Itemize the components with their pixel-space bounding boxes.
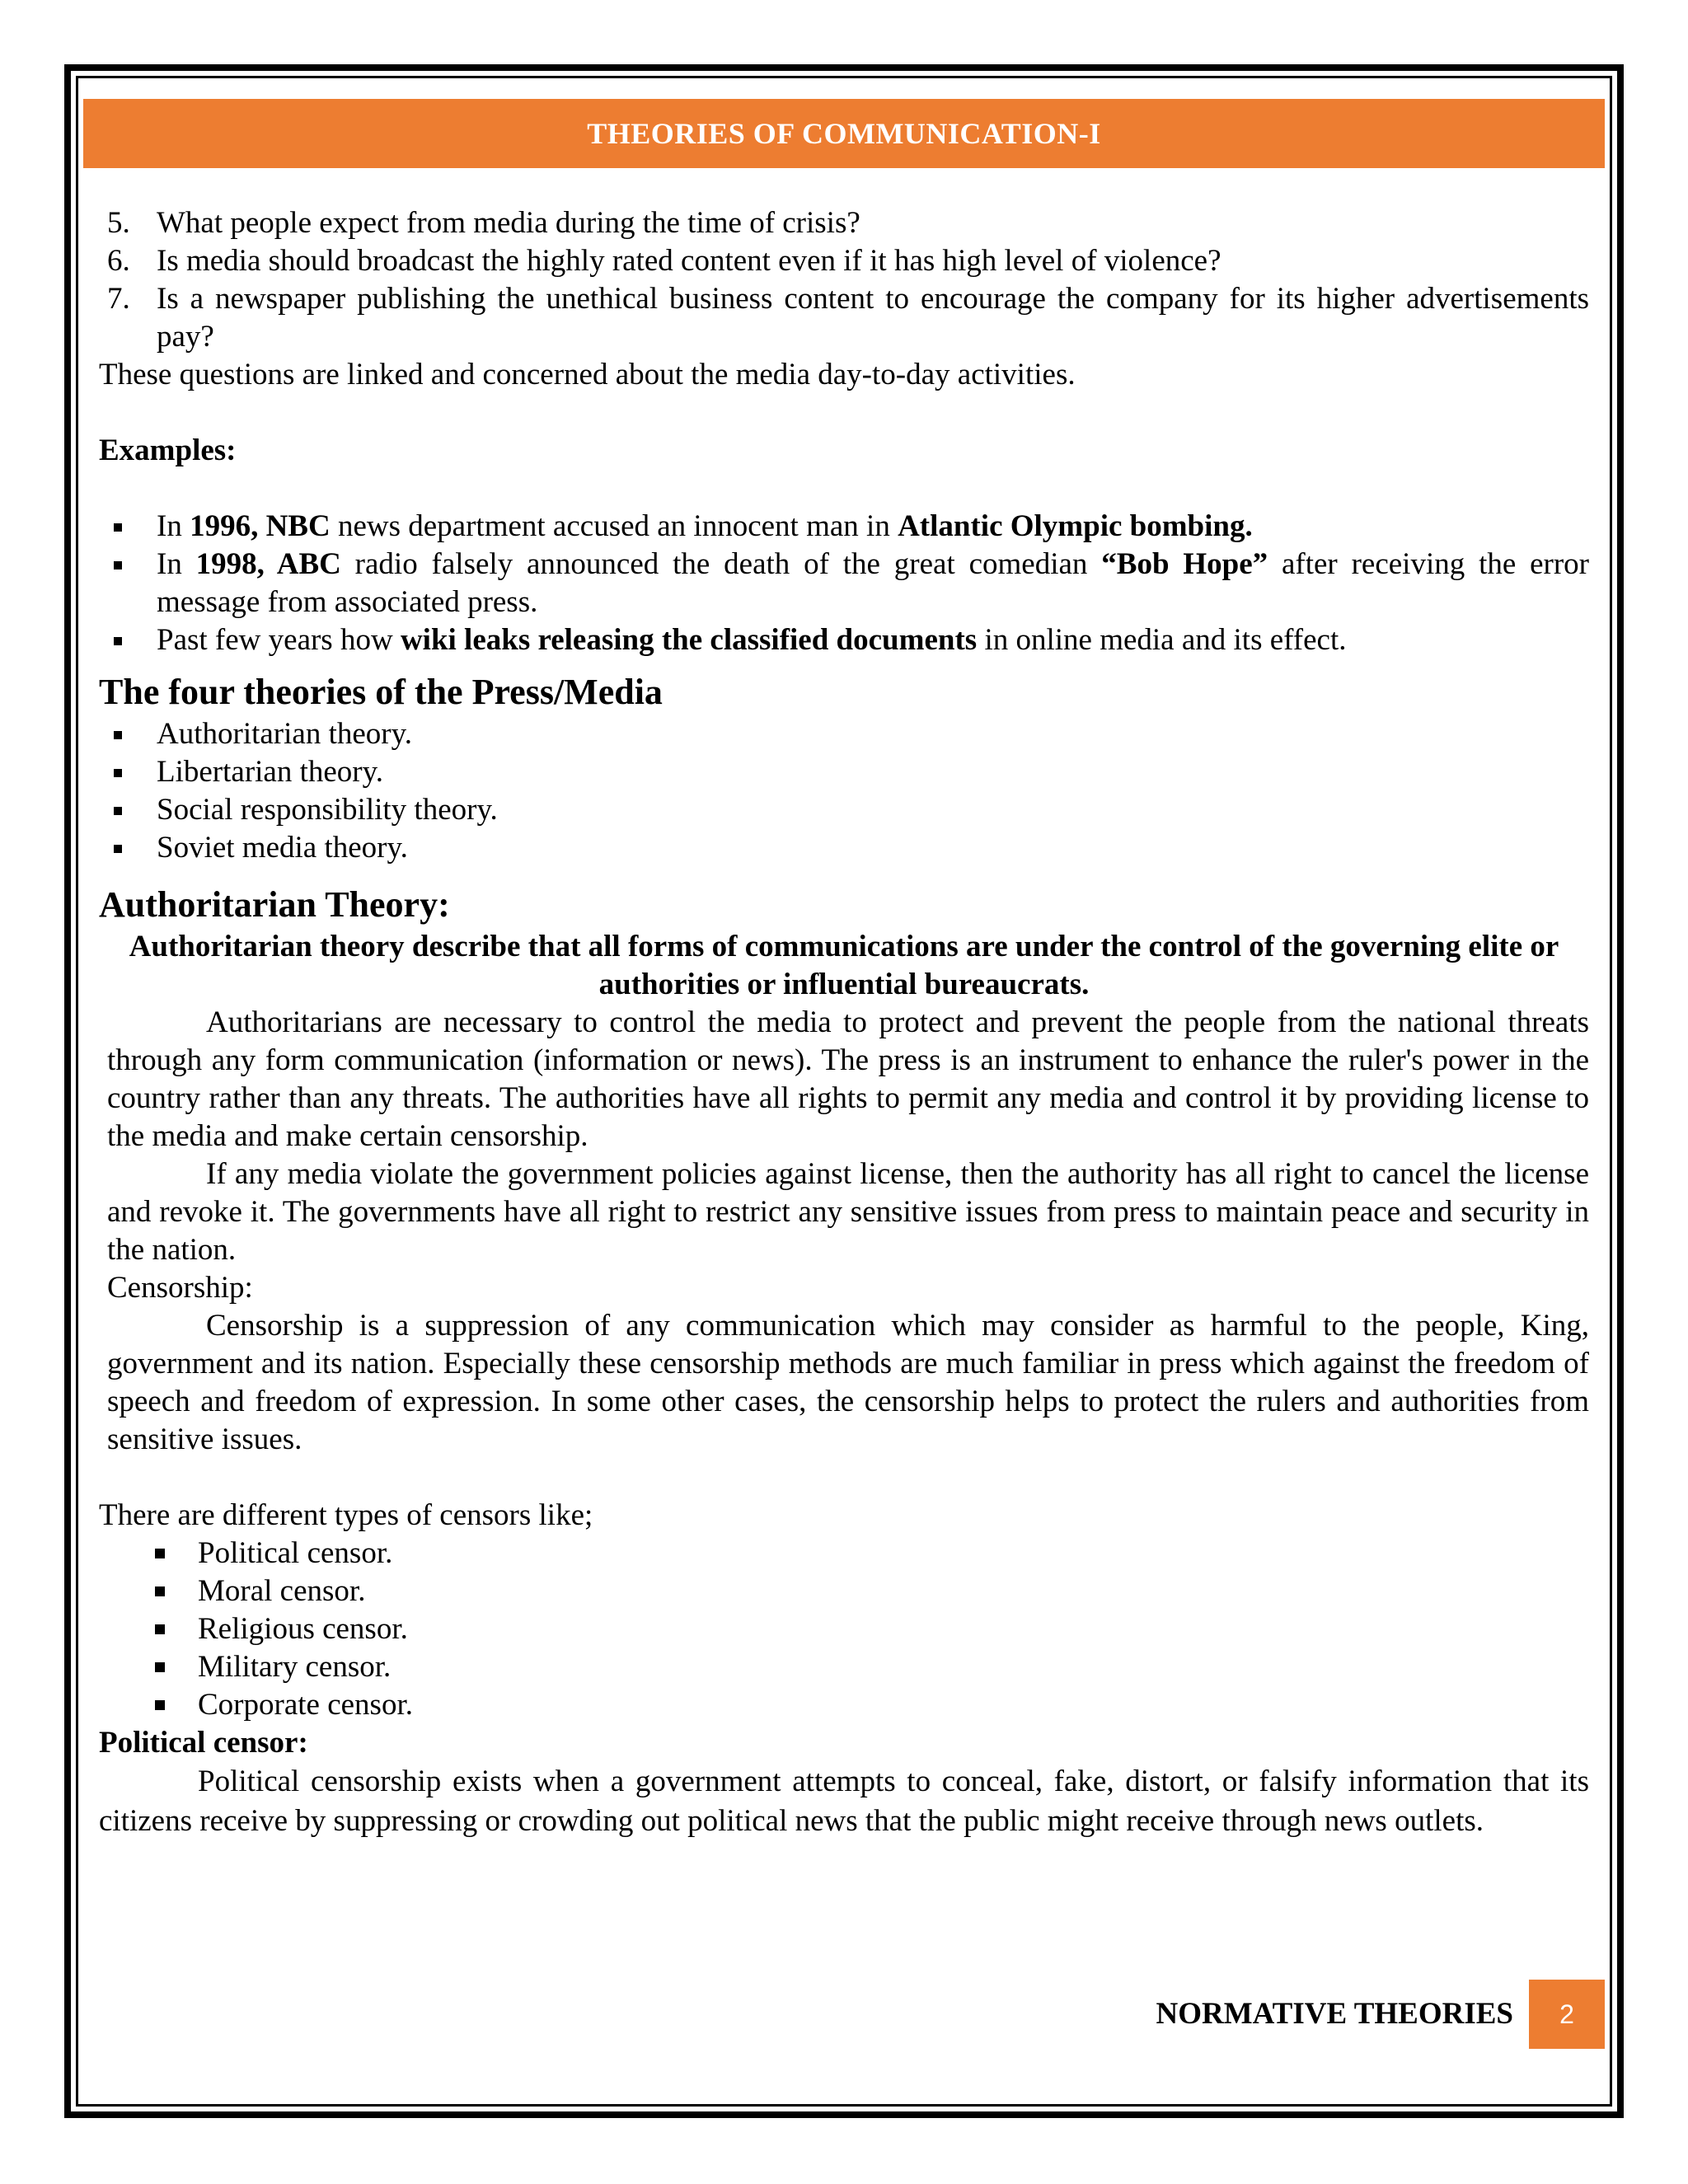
page-number bbox=[1529, 1980, 1605, 2049]
bullet-square-icon bbox=[148, 1572, 198, 1610]
example-item: Past few years how wiki leaks releasing the classified documents in online media and its effect. bbox=[99, 621, 1589, 659]
list-text: What people expect from media during the time of crisis? bbox=[157, 206, 860, 240]
censor-item: Corporate censor. bbox=[99, 1686, 1589, 1724]
bullet-square-icon bbox=[148, 1686, 198, 1724]
list-number: 5. bbox=[107, 206, 130, 240]
questions-summary: These questions are linked and concerned about the media day-to-day activities. bbox=[99, 358, 1076, 391]
bullet-square-icon bbox=[107, 621, 157, 659]
authoritarian-paragraph: If any media violate the government policies against license, then the authority has all right to cancel the license and revoke it. The governments have all right to restrict any sensitive issues from press to maintain peace and security in the nation. bbox=[107, 1157, 1589, 1267]
authoritarian-heading: Authoritarian Theory: bbox=[99, 884, 450, 925]
censor-item: Military censor. bbox=[99, 1648, 1589, 1686]
list-number: 6. bbox=[107, 244, 130, 278]
censors-intro: There are different types of censors like; bbox=[99, 1498, 593, 1532]
page-content bbox=[99, 204, 1589, 1841]
bullet-square-icon bbox=[107, 546, 157, 621]
theory-item: Libertarian theory. bbox=[99, 753, 1589, 791]
censor-item: Political censor. bbox=[99, 1535, 1589, 1572]
censorship-label: Censorship: bbox=[107, 1271, 253, 1305]
header-bar bbox=[83, 99, 1605, 168]
political-censor-heading: Political censor: bbox=[99, 1726, 308, 1760]
bullet-square-icon bbox=[107, 829, 157, 867]
bullet-square-icon bbox=[107, 753, 157, 791]
bullet-square-icon bbox=[148, 1610, 198, 1648]
list-item bbox=[99, 204, 1589, 242]
list-item bbox=[99, 242, 1589, 280]
four-theories-heading: The four theories of the Press/Media bbox=[99, 672, 663, 712]
political-censor-paragraph: Political censorship exists when a government attempts to conceal, fake, distort, or falsify information that its citizens receive by suppressing or crowding out political news that the public might receive through news outlets. bbox=[99, 1765, 1589, 1838]
list-item bbox=[99, 280, 1589, 356]
censorship-paragraph: Censorship is a suppression of any communication which may consider as harmful to the people, King, government and its nation. Especially these censorship methods are much familiar in press which against the freedom of speech and freedom of expression. In some other cases, the censorship helps to protect the rulers and authorities from sensitive issues. bbox=[107, 1309, 1589, 1456]
footer-label: NORMATIVE THEORIES bbox=[1156, 1997, 1513, 2031]
censor-item: Religious censor. bbox=[99, 1610, 1589, 1648]
theory-item: Social responsibility theory. bbox=[99, 791, 1589, 829]
censor-item: Moral censor. bbox=[99, 1572, 1589, 1610]
authoritarian-definition: Authoritarian theory describe that all forms of communications are under the control of the governing elite or authorities or influential bureaucrats. bbox=[129, 930, 1559, 1001]
bullet-square-icon bbox=[107, 508, 157, 546]
list-number: 7. bbox=[107, 282, 130, 316]
examples-heading: Examples: bbox=[99, 434, 237, 467]
header-title: THEORIES OF COMMUNICATION-I bbox=[587, 117, 1101, 150]
example-item: In 1996, NBC news department accused an innocent man in Atlantic Olympic bombing. bbox=[99, 508, 1589, 546]
bullet-square-icon bbox=[148, 1535, 198, 1572]
list-text: Is a newspaper publishing the unethical business content to encourage the company for its higher advertisements pay? bbox=[157, 282, 1589, 354]
list-text: Is media should broadcast the highly rated content even if it has high level of violence? bbox=[157, 244, 1221, 278]
authoritarian-paragraph: Authoritarians are necessary to control the media to protect and prevent the people from the national threats through any form communication (information or news). The press is an instrument to enhance the ruler's power in the country rather than any threats. The authorities have all rights to permit any media and control it by providing license to the media and make certain censorship. bbox=[107, 1005, 1589, 1153]
bullet-square-icon bbox=[107, 791, 157, 829]
bullet-square-icon bbox=[107, 715, 157, 753]
bullet-square-icon bbox=[148, 1648, 198, 1686]
theory-item: Authoritarian theory. bbox=[99, 715, 1589, 753]
theory-item: Soviet media theory. bbox=[99, 829, 1589, 867]
page-number-text: 2 bbox=[1559, 1999, 1574, 2029]
example-item: In 1998, ABC radio falsely announced the death of the great comedian “Bob Hope” after receiving the error message from associated press. bbox=[99, 546, 1589, 621]
